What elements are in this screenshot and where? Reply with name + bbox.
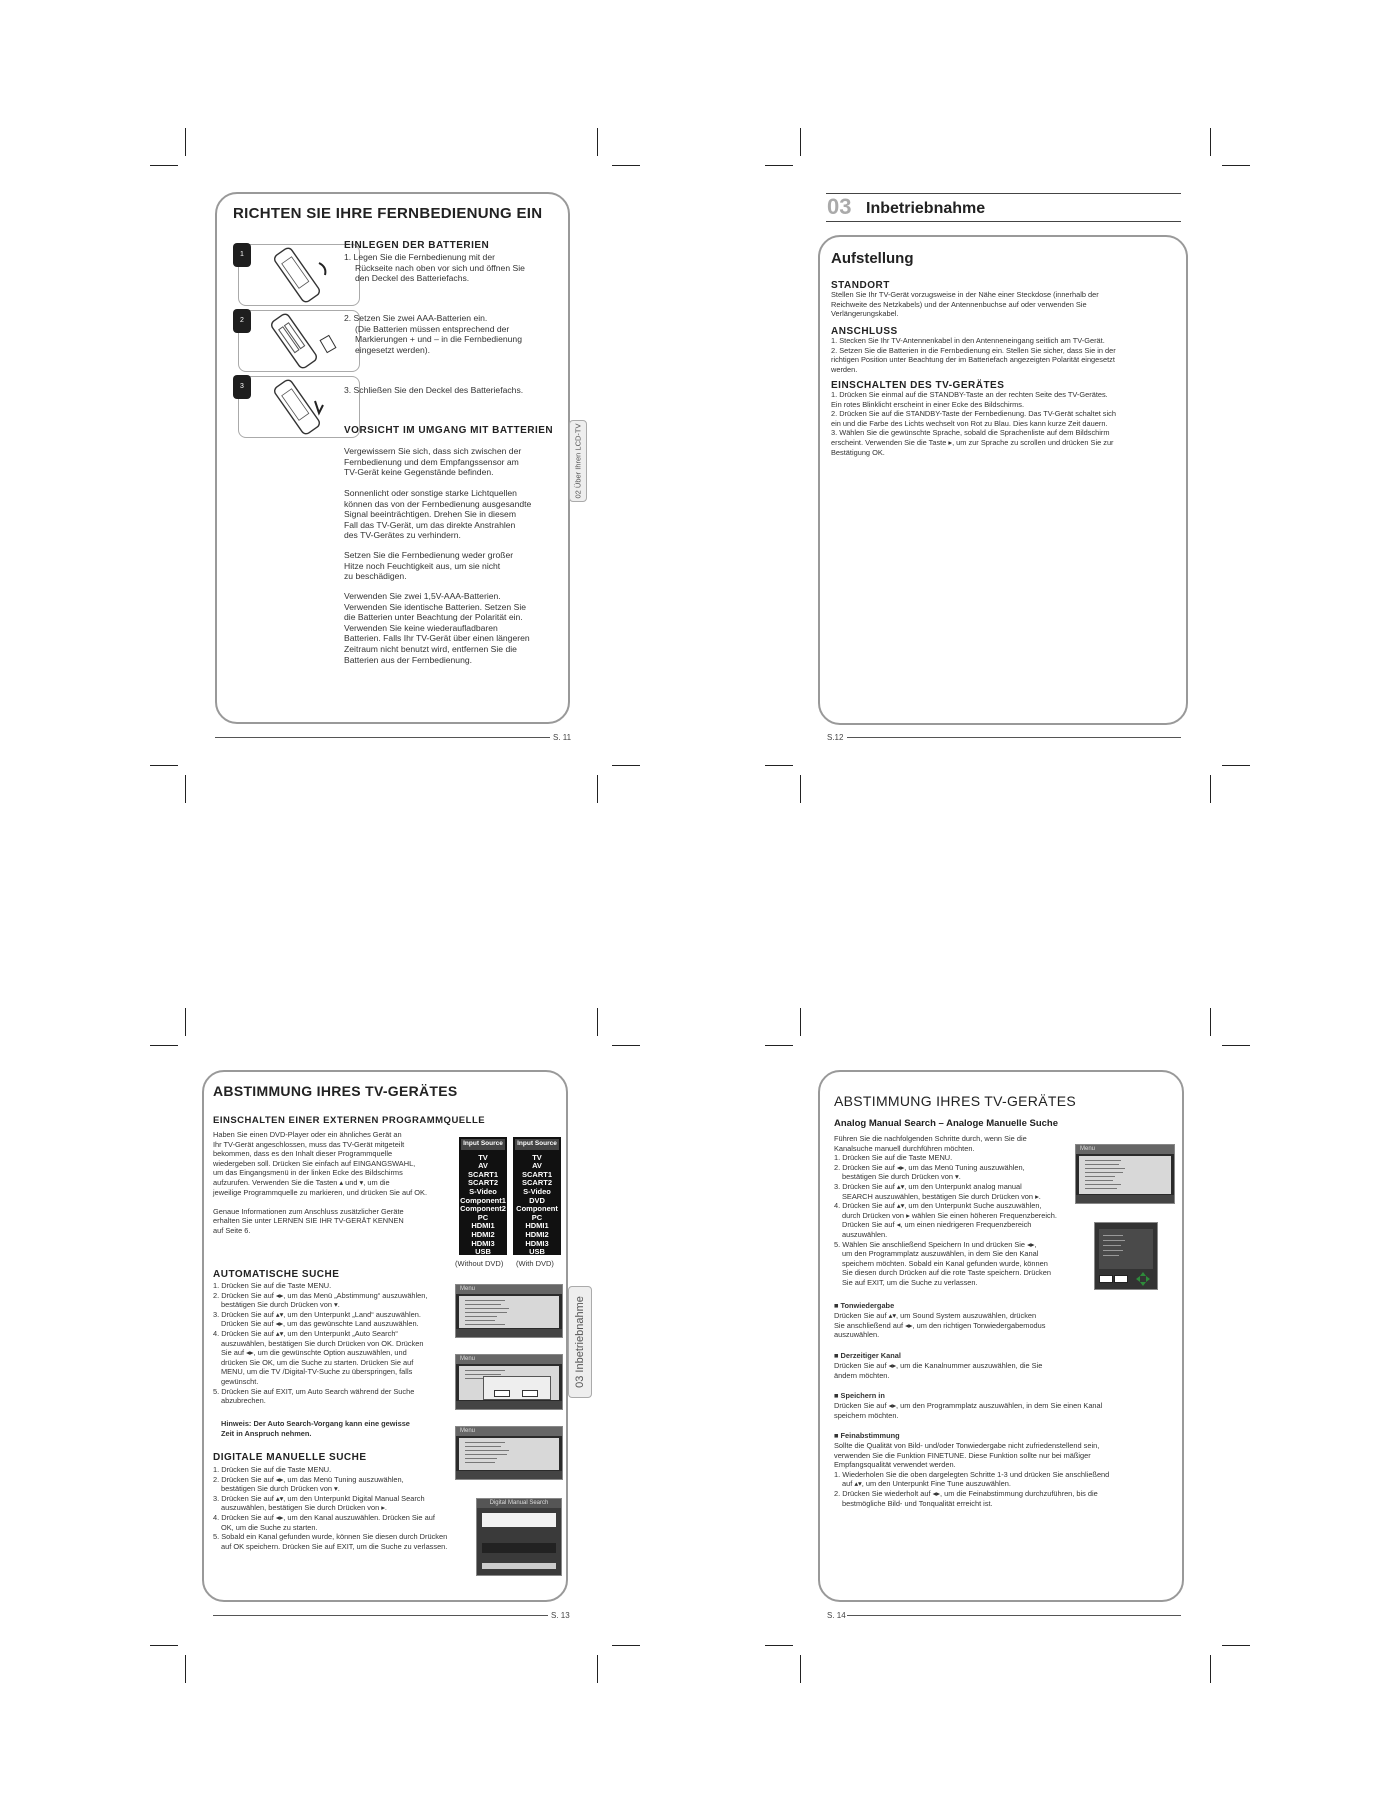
text-line: Drücken Sie auf ◂▸, um den Programmplatz auszuwählen, in dem Sie einen Kanal <box>834 1401 1103 1410</box>
crop-mark <box>612 765 640 766</box>
crop-mark <box>185 1655 186 1683</box>
text-line: bestätigen Sie durch Drücken von ▾. <box>842 1172 961 1182</box>
crop-mark <box>1210 1008 1211 1036</box>
source-item: DVD <box>529 1195 545 1205</box>
text-line: des TV-Gerätes zu verhindern. <box>344 530 461 541</box>
text-line: auszuwählen. <box>834 1330 880 1340</box>
source-item: PC <box>531 1212 543 1222</box>
section-heading: EINSCHALTEN DES TV-GERÄTES <box>831 380 1005 391</box>
text-line: Empfangsqualität verwendet werden. <box>834 1460 956 1470</box>
input-source-list-without-dvd <box>459 1137 507 1255</box>
text-line: Signal beeinträchtigen. Drehen Sie in diesem <box>344 509 516 520</box>
text-line: 1. Wiederholen Sie die oben dargelegten Schritte 1-3 und drücken Sie anschließend <box>834 1469 1110 1479</box>
text-line: 2. Drücken Sie wiederholt auf ◂▸, um die Feinabstimmung durchzuführen, bis die <box>834 1488 1098 1498</box>
text-line: verwenden Sie die Funktion FINETUNE. Diese Funktion sollte nur bei mäßiger <box>834 1450 1091 1460</box>
page-title: ABSTIMMUNG IHRES TV-GERÄTES <box>834 1093 1076 1109</box>
crop-mark <box>1222 1045 1250 1046</box>
source-item: HDMI2 <box>471 1229 495 1239</box>
menu-body <box>459 1366 559 1400</box>
text-line: den Deckel des Batteriefachs. <box>355 273 470 284</box>
text-line: TV-Gerät keine Gegenstände befinden. <box>344 467 494 478</box>
menu-body <box>1079 1156 1171 1194</box>
source-item: USB <box>475 1247 491 1257</box>
text-line: 2. Drücken Sie auf die STANDBY-Taste der Fernbedienung. Das TV-Gerät schaltet sich <box>831 409 1116 419</box>
menu-footer <box>456 1401 562 1409</box>
signal-bar <box>482 1543 556 1553</box>
remote-close-icon <box>239 377 359 437</box>
crop-mark <box>1210 1655 1211 1683</box>
menu-title: Menu <box>456 1355 562 1364</box>
section-heading: EINSCHALTEN EINER EXTERNEN PROGRAMMQUELLE <box>213 1115 486 1126</box>
text-line: Fall das TV-Gerät, um das direkte Anstrahlen <box>344 519 516 530</box>
text-line: 3. Drücken Sie auf ▴▾, um den Unterpunkt „Land“ auszuwählen. <box>213 1309 421 1319</box>
text-line: auf ▴▾, um den Unterpunkt Fine Tune auszuwählen. <box>842 1479 1011 1489</box>
text-line: Verwenden Sie keine wiederaufladbaren <box>344 622 498 633</box>
text-line: 1. Drücken Sie auf die Taste MENU. <box>213 1465 332 1474</box>
text-line: Verwenden Sie identische Batterien. Setzen Sie <box>344 601 527 612</box>
illustration-step-2 <box>238 310 360 372</box>
illustration-step-1 <box>238 244 360 306</box>
crop-mark <box>765 1045 793 1046</box>
text-line: auf OK speichern. Drücken Sie auf EXIT, um die Suche zu verlassen. <box>221 1541 448 1551</box>
source-item: S-Video <box>469 1186 497 1196</box>
text-line: Genaue Informationen zum Anschluss zusätzlicher Geräte <box>213 1206 404 1216</box>
text-line: abzubrechen. <box>221 1396 266 1406</box>
caution-paragraph <box>344 488 531 541</box>
text-line: Verlängerungskabel. <box>831 309 899 319</box>
feature-text <box>834 1361 1042 1380</box>
text-line: 4. Drücken Sie auf ▴▾, um den Unterpunkt Suche auszuwählen, <box>834 1201 1042 1211</box>
feature-heading: ■ Derzeitiger Kanal <box>834 1351 901 1360</box>
text-line: Zeitraum nicht benutzt wird, entfernen Sie die <box>344 643 517 654</box>
input-source-list-with-dvd <box>513 1137 561 1255</box>
text-line: durch Drücken von ▸ wählen Sie einen höheren Frequenzbereich. <box>842 1210 1057 1220</box>
text-line: 1. Legen Sie die Fernbedienung mit der <box>344 252 495 262</box>
text-line: 2. Drücken Sie auf ◂▸, um das Menü Tuning auszuwählen, <box>213 1474 404 1484</box>
step-number: 3 <box>233 375 251 399</box>
text-line: SEARCH auszuwählen, bestätigen Sie durch Drücken von ▸. <box>842 1191 1041 1201</box>
standort-text <box>831 290 1099 319</box>
crop-mark <box>765 765 793 766</box>
section-heading: AUTOMATISCHE SUCHE <box>213 1269 340 1280</box>
feature-heading: ■ Feinabstimmung <box>834 1431 900 1440</box>
text-line: Drücken Sie auf ▴▾, um Sound System auszuwählen, drücken <box>834 1311 1037 1320</box>
text-line: Hinweis: Der Auto Search-Vorgang kann eine gewisse <box>221 1419 410 1428</box>
text-line: aufzurufen. Verwenden Sie die Tasten ▴ und ▾, um die <box>213 1177 390 1187</box>
text-line: 2. Setzen Sie die Batterien in die Fernbedienung ein. Stellen Sie sicher, dass Sie in der <box>831 345 1116 355</box>
text-line: Drücken Sie auf ◂, um einen niedrigeren Frequenzbereich <box>842 1220 1032 1230</box>
source-item: AV <box>532 1161 542 1171</box>
text-line: gewünscht. <box>221 1376 259 1386</box>
text-line: Haben Sie einen DVD-Player oder ein ähnliches Gerät an <box>213 1130 402 1139</box>
side-tab-label: 03 Inbetriebnahme <box>574 1296 586 1388</box>
text-line: Batterien aus der Fernbedienung. <box>344 654 473 665</box>
source-item: TV <box>478 1152 488 1162</box>
text-line: drücken Sie OK, um die Suche zu starten. Drücken Sie auf <box>221 1357 414 1367</box>
source-item: Component1 <box>460 1195 506 1205</box>
menu-footer <box>1076 1195 1174 1203</box>
text-line: Bestätigung OK. <box>831 447 885 457</box>
crop-mark <box>1210 775 1211 803</box>
source-item: HDMI1 <box>525 1221 549 1231</box>
source-item: PC <box>477 1212 489 1222</box>
source-item: TV <box>532 1152 542 1162</box>
crop-mark <box>185 775 186 803</box>
digital-manual-search-screenshot <box>476 1498 562 1576</box>
source-item: SCART2 <box>467 1178 498 1188</box>
text-line: Sie anschließend auf ◂▸, um den richtigen Tonwiedergabemodus <box>834 1320 1046 1330</box>
text-line: um den Programmplatz auszuwählen, in dem Sie den Kanal <box>842 1249 1039 1259</box>
dialog-buttons <box>482 1563 556 1569</box>
text-line: 3. Drücken Sie auf ▴▾, um den Unterpunkt Digital Manual Search <box>213 1493 425 1503</box>
dialog-body <box>1099 1229 1153 1269</box>
feature-text <box>834 1401 1102 1420</box>
crop-mark <box>800 128 801 156</box>
text-line: Batterien. Falls Ihr TV-Gerät über einen längeren <box>344 633 530 644</box>
source-item: Component <box>516 1204 558 1214</box>
text-line: auszuwählen, bestätigen Sie durch Drücken von OK. Drücken <box>221 1338 424 1348</box>
text-line: bestätigen Sie durch Drücken von ▾. <box>221 1484 340 1494</box>
chapter-side-tab <box>569 420 587 502</box>
step-number: 2 <box>233 309 251 333</box>
page-title: ABSTIMMUNG IHRES TV-GERÄTES <box>213 1083 458 1099</box>
text-line: Drücken Sie auf ◂▸, um das gewünschte Land auszuwählen. <box>221 1319 419 1329</box>
page-number: S.12 <box>827 733 844 742</box>
crop-mark <box>800 1655 801 1683</box>
page-number: S. 14 <box>827 1611 846 1620</box>
source-item: SCART1 <box>521 1169 552 1179</box>
crop-mark <box>597 128 598 156</box>
caution-paragraph <box>344 591 530 665</box>
menu-body <box>459 1296 559 1328</box>
analog-search-text <box>834 1134 1057 1288</box>
text-line: können das von der Fernbedienung ausgesandte <box>344 498 532 509</box>
source-item: HDMI3 <box>525 1238 549 1248</box>
text-line: Sie diesen durch Drücken auf die rote Taste speichern. Drücken <box>842 1268 1051 1278</box>
crop-mark <box>612 1045 640 1046</box>
text-line: Drücken Sie auf ◂▸, um die Kanalnummer auszuwählen, die Sie <box>834 1361 1043 1370</box>
text-line: zu beschädigen. <box>344 571 407 582</box>
text-line: jeweilige Programmquelle zu markieren, und drücken Sie auf OK. <box>213 1187 428 1197</box>
text-line: ändern möchten. <box>834 1370 890 1380</box>
crop-mark <box>1222 1645 1250 1646</box>
step-1-text <box>344 252 525 284</box>
caption-with-dvd: (With DVD) <box>516 1259 554 1268</box>
text-line: 4. Drücken Sie auf ▴▾, um den Unterpunkt „Auto Search“ <box>213 1328 398 1338</box>
text-line: speichern möchten. <box>834 1410 899 1420</box>
menu-title: Menu <box>456 1427 562 1436</box>
section-heading: EINLEGEN DER BATTERIEN <box>344 240 490 251</box>
section-heading: STANDORT <box>831 280 890 291</box>
text-line: 4. Drücken Sie auf ◂▸, um den Kanal auszuwählen. Drücken Sie auf <box>213 1512 435 1522</box>
text-line: auszuwählen, bestätigen Sie durch Drücken von ▸. <box>221 1503 387 1513</box>
footer-rule <box>215 737 550 738</box>
crop-mark <box>800 775 801 803</box>
step-3-text <box>344 385 523 396</box>
crop-mark <box>150 1045 178 1046</box>
text-line: Verwenden Sie zwei 1,5V-AAA-Batterien. <box>344 591 501 601</box>
text-line: 5. Drücken Sie auf EXIT, um Auto Search während der Suche <box>213 1386 415 1396</box>
chapter-number: 03 <box>827 194 852 219</box>
text-line: ein und die Farbe des Lichts wechselt von Rot zu Blau. Dies kann kurze Zeit dauern. <box>831 418 1108 428</box>
caution-paragraph <box>344 446 521 478</box>
feature-text <box>834 1311 1045 1340</box>
text-line: Sollte die Qualität von Bild- und/oder Tonwiedergabe nicht zufriedenstellend sein, <box>834 1441 1100 1450</box>
text-line: eingesetzt werden). <box>355 344 430 355</box>
text-line: 3. Drücken Sie auf ▴▾, um den Unterpunkt analog manual <box>834 1181 1022 1191</box>
section-heading: VORSICHT IM UMGANG MIT BATTERIEN <box>344 425 554 436</box>
page-number: S. 11 <box>553 733 572 742</box>
text-line: wiedergeben soll. Drücken Sie einfach auf EINGANGSWAHL, <box>213 1158 416 1168</box>
step-number: 1 <box>233 243 251 267</box>
anschluss-text <box>831 336 1116 374</box>
source-item: HDMI2 <box>525 1229 549 1239</box>
menu-screenshot <box>1075 1144 1175 1204</box>
text-line: 2. Setzen Sie zwei AAA-Batterien ein. <box>344 313 488 323</box>
text-line: auf Seite 6. <box>213 1225 251 1235</box>
text-line: 3. Wählen Sie die gewünschte Sprache, sobald die Sprachenliste auf dem Bildschirm <box>831 428 1110 438</box>
source-item: SCART2 <box>521 1178 552 1188</box>
menu-footer <box>456 1471 562 1479</box>
text-line: 2. Drücken Sie auf ◂▸, um das Menü „Abstimmung“ auszuwählen, <box>213 1290 428 1300</box>
remote-open-icon <box>239 245 359 305</box>
text-line: speichern möchten. Sobald ein Kanal gefunden wurde, können <box>842 1258 1048 1268</box>
text-line: Sonnenlicht oder sonstige starke Lichtquellen <box>344 488 517 498</box>
crop-mark <box>597 1008 598 1036</box>
remote-batteries-icon <box>239 311 359 371</box>
chapter-side-tab <box>568 1286 592 1398</box>
section-title: Aufstellung <box>831 250 914 267</box>
crop-mark <box>612 1645 640 1646</box>
text-line: die Batterien unter Beachtung der Polarität ein. <box>344 612 523 623</box>
source-item: SCART1 <box>467 1169 498 1179</box>
input-source-header: Input Source <box>515 1139 559 1150</box>
section-heading: ANSCHLUSS <box>831 326 898 337</box>
text-line: Hitze noch Feuchtigkeit aus, um sie nicht <box>344 560 501 571</box>
text-line: Zeit in Anspruch nehmen. <box>221 1428 312 1438</box>
source-item: HDMI3 <box>471 1238 495 1248</box>
text-line: 1. Drücken Sie einmal auf die STANDBY-Taste an der rechten Seite des TV-Gerätes. <box>831 390 1108 399</box>
text-line: 5. Sobald ein Kanal gefunden wurde, können Sie diesen durch Drücken <box>213 1532 448 1542</box>
text-line: 1. Drücken Sie auf die Taste MENU. <box>834 1153 953 1163</box>
caption-without-dvd: (Without DVD) <box>455 1259 504 1268</box>
menu-screenshot <box>455 1426 563 1480</box>
text-line: werden. <box>831 364 858 374</box>
dialog-message <box>482 1513 556 1527</box>
auto-search-dialog <box>483 1376 551 1400</box>
feature-text <box>834 1441 1109 1508</box>
text-line: Setzen Sie die Fernbedienung weder großer <box>344 550 514 560</box>
text-line: Kanalsuche manuell durchführen möchten. <box>834 1143 975 1153</box>
text-line: Markierungen + und – in die Fernbedienung <box>355 334 522 345</box>
feature-heading: ■ Speichern in <box>834 1391 885 1400</box>
text-line: bestmögliche Bild- und Tonqualität erreicht ist. <box>842 1498 993 1508</box>
crop-mark <box>597 775 598 803</box>
text-line: Stellen Sie Ihr TV-Gerät vorzugsweise in der Nähe einer Steckdose (innerhalb der <box>831 290 1099 299</box>
page-title: RICHTEN SIE IHRE FERNBEDIENUNG EIN <box>233 205 543 222</box>
crop-mark <box>1222 765 1250 766</box>
menu-footer <box>456 1329 562 1337</box>
input-source-header: Input Source <box>461 1139 505 1150</box>
crop-mark <box>800 1008 801 1036</box>
crop-mark <box>1210 128 1211 156</box>
chapter-title: Inbetriebnahme <box>866 200 986 217</box>
text-line: 1. Drücken Sie auf die Taste MENU. <box>213 1281 332 1290</box>
section-heading: DIGITALE MANUELLE SUCHE <box>213 1452 367 1463</box>
text-line: richtigen Position unter Beachtung der im Batteriefach angezeigten Polarität eingesetzt <box>831 355 1115 365</box>
page-number: S. 13 <box>551 1611 570 1620</box>
text-line: bekommen, dass es den Inhalt dieser Programmquelle <box>213 1149 393 1159</box>
source-item: AV <box>478 1161 488 1171</box>
text-line: 3. Schließen Sie den Deckel des Batteriefachs. <box>344 385 524 395</box>
text-line: Vergewissern Sie sich, dass sich zwischen der <box>344 446 522 456</box>
chapter-rule-top <box>826 193 1181 194</box>
text-line: Ein rotes Blinklicht erscheint in einer Ecke des Bildschirms. <box>831 399 1025 409</box>
menu-title: Menu <box>1076 1145 1174 1154</box>
crop-mark <box>185 128 186 156</box>
crop-mark <box>150 165 178 166</box>
digital-search-text <box>213 1465 447 1551</box>
dialog-title: Digital Manual Search <box>477 1499 561 1508</box>
text-line: Reichweite des Netzkabels) und der Antennenbuchse auf oder verwenden Sie <box>831 299 1087 309</box>
chapter-rule-bottom <box>826 221 1181 222</box>
crop-mark <box>1222 165 1250 166</box>
text-line: OK, um die Suche zu starten. <box>221 1522 318 1532</box>
feature-heading: ■ Tonwiedergabe <box>834 1301 895 1310</box>
illustration-step-3 <box>238 376 360 438</box>
crop-mark <box>765 1645 793 1646</box>
crop-mark <box>597 1655 598 1683</box>
text-line: Sie auf EXIT, um die Suche zu verlassen. <box>842 1277 978 1287</box>
text-line: MENU, um die TV /Digital-TV-Suche zu überspringen, falls <box>221 1367 413 1377</box>
text-line: auszuwählen. <box>842 1229 888 1239</box>
text-line: erhalten Sie unter LERNEN SIE IHR TV-GERÄT KENNEN <box>213 1216 404 1226</box>
side-tab-label: 02 Über Ihren LCD-TV <box>573 423 583 499</box>
analog-manual-search-screenshot <box>1094 1222 1158 1290</box>
text-line: 5. Wählen Sie anschließend Speichern In und drücken Sie ◂▸, <box>834 1239 1037 1249</box>
navigation-arrows-icon <box>1135 1271 1151 1287</box>
menu-screenshot <box>455 1354 563 1410</box>
menu-title: Menu <box>456 1285 562 1294</box>
text-line: Sie auf ◂▸, um die gewünschte Option auszuwählen, und <box>221 1348 407 1358</box>
text-line: bestätigen Sie durch Drücken von ▾. <box>221 1300 340 1310</box>
source-item: S-Video <box>523 1186 551 1196</box>
crop-mark <box>150 765 178 766</box>
text-line: Führen Sie die nachfolgenden Schritte durch, wenn Sie die <box>834 1134 1027 1143</box>
text-line: 1. Stecken Sie Ihr TV-Antennenkabel in den Antenneneingang seitlich am TV-Gerät. <box>831 336 1105 345</box>
menu-body <box>459 1438 559 1470</box>
crop-mark <box>150 1645 178 1646</box>
text-line: 2. Drücken Sie auf ◂▸, um das Menü Tuning auszuwählen, <box>834 1162 1025 1172</box>
footer-rule <box>847 737 1181 738</box>
source-item: HDMI1 <box>471 1221 495 1231</box>
source-item: Component2 <box>460 1204 506 1214</box>
text-line: Fernbedienung und dem Empfangssensor am <box>344 456 519 467</box>
hint-text <box>221 1419 410 1438</box>
einschalten-text <box>831 390 1116 457</box>
crop-mark <box>765 165 793 166</box>
extern-text <box>213 1130 427 1236</box>
text-line: (Die Batterien müssen entsprechend der <box>355 323 510 334</box>
text-line: Ihr TV-Gerät angeschlossen, muss das TV-Gerät mitgeteilt <box>213 1139 405 1149</box>
text-line: erscheint. Verwenden Sie die Taste ▸, um zur Sprache zu scrollen und drücken Sie zur <box>831 437 1114 447</box>
text-line <box>213 1197 427 1207</box>
footer-rule <box>213 1615 548 1616</box>
step-2-text <box>344 313 522 355</box>
text-line: um das Eingangsmenü in der linken Ecke des Bildschirms <box>213 1168 403 1178</box>
crop-mark <box>185 1008 186 1036</box>
caution-paragraph <box>344 550 513 582</box>
crop-mark <box>612 165 640 166</box>
menu-screenshot <box>455 1284 563 1338</box>
text-line: Rückseite nach oben vor sich und öffnen Sie <box>355 262 525 273</box>
auto-search-text <box>213 1281 427 1406</box>
footer-rule <box>847 1615 1181 1616</box>
source-item: USB <box>529 1247 545 1257</box>
section-subtitle: Analog Manual Search – Analoge Manuelle Suche <box>834 1118 1059 1129</box>
